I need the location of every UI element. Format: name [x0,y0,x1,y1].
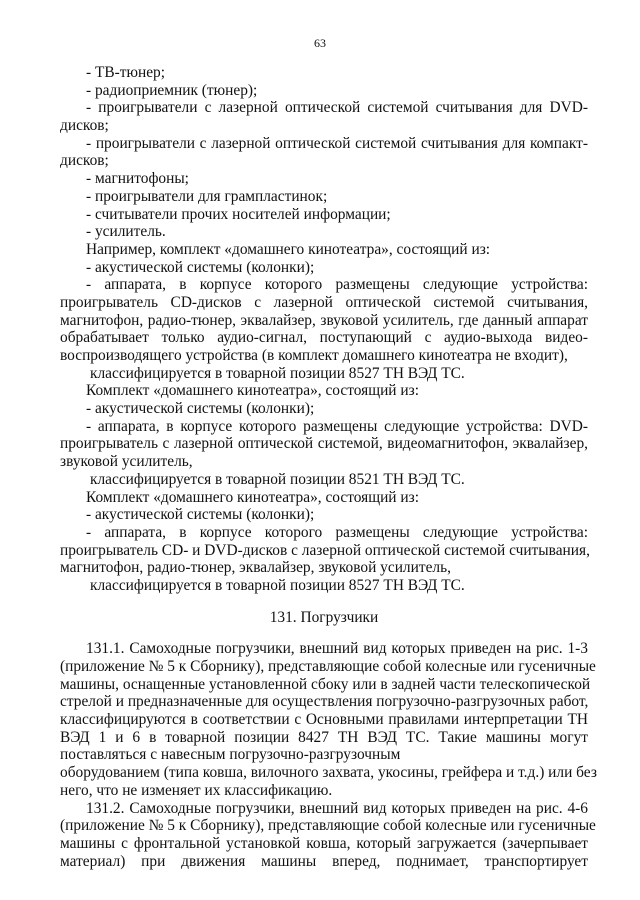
kit-classification-list [60,64,588,595]
text-line: поставляться с навесным погрузочно-разгрузочным [60,746,401,764]
text-line: стрелой и предназначенные для осуществления погрузочно-разгрузочных работ, [60,693,589,711]
text-line: машины с фронтальной установкой ковша, который загружается (зачерпывает [60,834,588,852]
text-line: - акустической системы (колонки); [86,258,315,276]
text-line: дисков; [60,152,109,170]
text-line: проигрыватель CD- и DVD-дисков с лазерной оптической системой считывания, [60,541,590,559]
text-line: - считыватели прочих носителей информации; [86,205,391,223]
text-line: машины, оснащенные установленной сбоку или в задней части телескопической [60,675,591,693]
text-line: - акустической системы (колонки); [86,400,315,418]
text-line: - аппарата, в корпусе которого размещены следующие устройства: DVD- [86,417,588,435]
text-line: - акустической системы (колонки); [86,506,315,524]
text-line: оборудованием (типа ковша, вилочного захвата, укосины, грейфера и т.д.) или без [60,764,597,782]
text-line: ВЭД 1 и 6 в товарной позиции 8427 ТН ВЭД ТС. Такие машины могут [60,728,588,746]
text-line: классифицируется в товарной позиции 8527 ТН ВЭД ТС. [90,364,465,382]
text-line: - радиоприемник (тюнер); [86,81,258,99]
text-line: него, что не изменяет их классификацию. [60,781,333,799]
text-line: Комплект «домашнего кинотеатра», состоящий из: [86,382,419,400]
page-number: 63 [314,36,326,50]
text-line: - магнитофоны; [86,170,189,188]
text-line: классифицируется в товарной позиции 8527 ТН ВЭД ТС. [90,576,465,594]
text-line: звуковой усилитель, [60,453,193,471]
text-line: - проигрыватели с лазерной оптической системой считывания для DVD- [86,99,588,117]
text-line: - проигрыватели для грампластинок; [86,187,328,205]
text-line: обрабатывает только аудио-сигнал, поступающий с аудио-выхода видео- [60,329,588,347]
section-heading: 131. Погрузчики [269,608,379,626]
loaders-section-text [60,640,597,870]
text-line: Например, комплект «домашнего кинотеатра», состоящий из: [86,240,491,258]
text-line: воспроизводящего устройства (в комплект домашнего кинотеатра не входит), [60,347,568,364]
text-line: материал) при движения машины вперед, поднимает, транспортирует [60,852,588,870]
text-line: - проигрыватели с лазерной оптической системой считывания для компакт- [86,134,588,152]
text-line: - ТВ-тюнер; [86,64,166,81]
text-line: (приложение № 5 к Сборнику), представляющие собой колесные или гусеничные [60,817,596,835]
text-line: - аппарата, в корпусе которого размещены следующие устройства: [86,276,588,294]
text-line: магнитофон, радио-тюнер, эквалайзер, звуковой усилитель, где данный аппарат [60,311,588,329]
text-line: - аппарата, в корпусе которого размещены следующие устройства: [86,523,588,541]
text-line: дисков; [60,117,109,135]
text-line: магнитофон, радио-тюнер, эквалайзер, звуковой усилитель, [60,559,451,577]
document-body [60,64,597,870]
text-line: - усилитель. [86,223,166,241]
text-line: классифицируется в товарной позиции 8521 ТН ВЭД ТС. [90,470,465,488]
text-line: 131.2. Самоходные погрузчики, внешний вид которых приведен на рис. 4-6 [86,799,588,817]
text-line: (приложение № 5 к Сборнику), представляющие собой колесные или гусеничные [60,658,596,675]
text-line: проигрыватель CD-дисков с лазерной оптической системой считывания, [60,293,588,311]
text-line: 131.1. Самоходные погрузчики, внешний вид которых приведен на рис. 1-3 [86,640,588,658]
text-line: проигрыватель с лазерной оптической системой, видеомагнитофон, эквалайзер, [60,435,588,453]
text-line: Комплект «домашнего кинотеатра», состоящий из: [86,488,419,506]
text-line: классифицируются в соответствии с Основными правилами интерпретации ТН [60,711,588,729]
